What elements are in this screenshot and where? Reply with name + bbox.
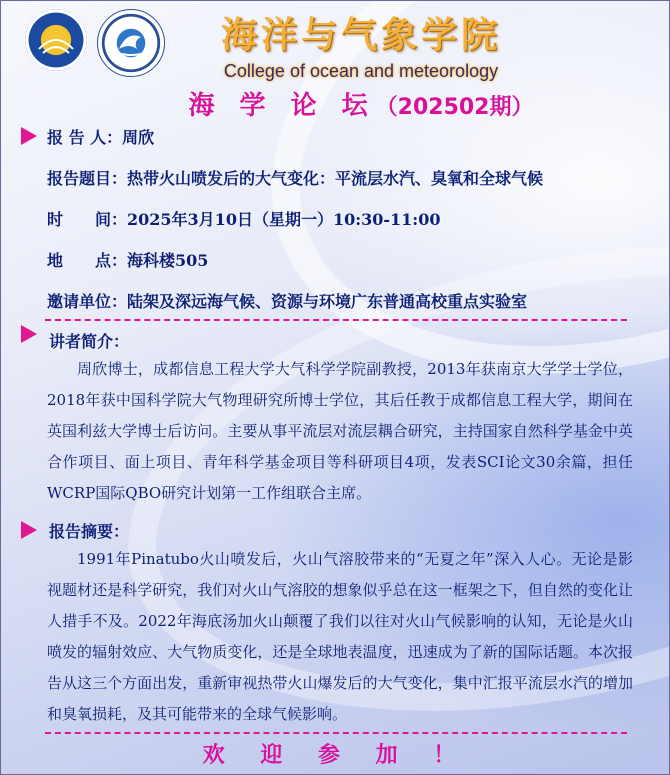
forum-name: 海 学 论 坛 [188,91,376,121]
topic-row [47,166,543,189]
place-label: 地 点： [47,251,128,270]
place-row [47,248,208,271]
forum-issue: （202502期） [375,95,534,120]
host-label: 邀请单位： [47,292,128,311]
forum-title [171,85,551,122]
welcome-text: 欢 迎 参 加 ！ [202,743,470,768]
abstract-heading: 报告摘要： [49,522,130,541]
divider [45,319,627,321]
college-title-en: College of ocean and meteorology [223,61,499,81]
place-text: 海科楼505 [127,251,209,270]
time-label: 时 间： [47,210,128,229]
bio-heading: 讲者简介： [49,332,130,351]
university-logo-icon [25,9,87,71]
host-row [47,289,527,312]
divider [45,732,627,734]
bio-text: 周欣博士，成都信息工程大学大气科学学院副教授，2013年获南京大学学士学位，2018年获中国科学院大气物理研究所博士学位，其后任教于成都信息工程大学，期间在英国利兹大学博士后访问。主要从事平流层对流层耦合研究，主持国家自然科学基金中英合作项目、面上项目、青年科学基金项目等科研项目4项，发表SCI论文30余篇，担任WCRP国际QBO研究计划第一工作组联合主席。 [47,360,633,502]
bullet-arrow-icon [21,127,37,145]
topic-label: 报告题目： [47,169,128,188]
bullet-arrow-icon [21,325,37,343]
college-logo-icon [97,9,165,77]
abstract-text: 1991年Pinatubo火山喷发后，火山气溶胶带来的“无夏之年”深入人心。无论是影视题材还是科学研究，我们对火山气溶胶的想象似乎总在这一框架之下，但自然的变化让人措手不及。2022年海底汤加火山颠覆了我们以往对火山气候影响的认知，无论是火山喷发的辐射效应、大气物质变化，还是全球地表温度，迅速成为了新的国际话题。本次报告从这三个方面出发，重新审视热带火山爆发后的大气变化，集中汇报平流层水汽的增加和臭氧损耗，及其可能带来的全球气候影响。 [47,550,633,723]
host-text: 陆架及深远海气候、资源与环境广东普通高校重点实验室 [127,292,528,311]
speaker-row [47,125,154,148]
topic-text: 热带火山喷发后的大气变化：平流层水汽、臭氧和全球气候 [127,169,544,188]
college-title-cn: 海洋与气象学院 [220,15,501,56]
bullet-arrow-icon [21,521,37,539]
speaker-name: 周欣 [122,128,155,147]
time-row [47,207,440,230]
speaker-label: 报 告 人： [47,128,123,147]
time-text: 2025年3月10日（星期一）10:30-11:00 [127,210,441,229]
